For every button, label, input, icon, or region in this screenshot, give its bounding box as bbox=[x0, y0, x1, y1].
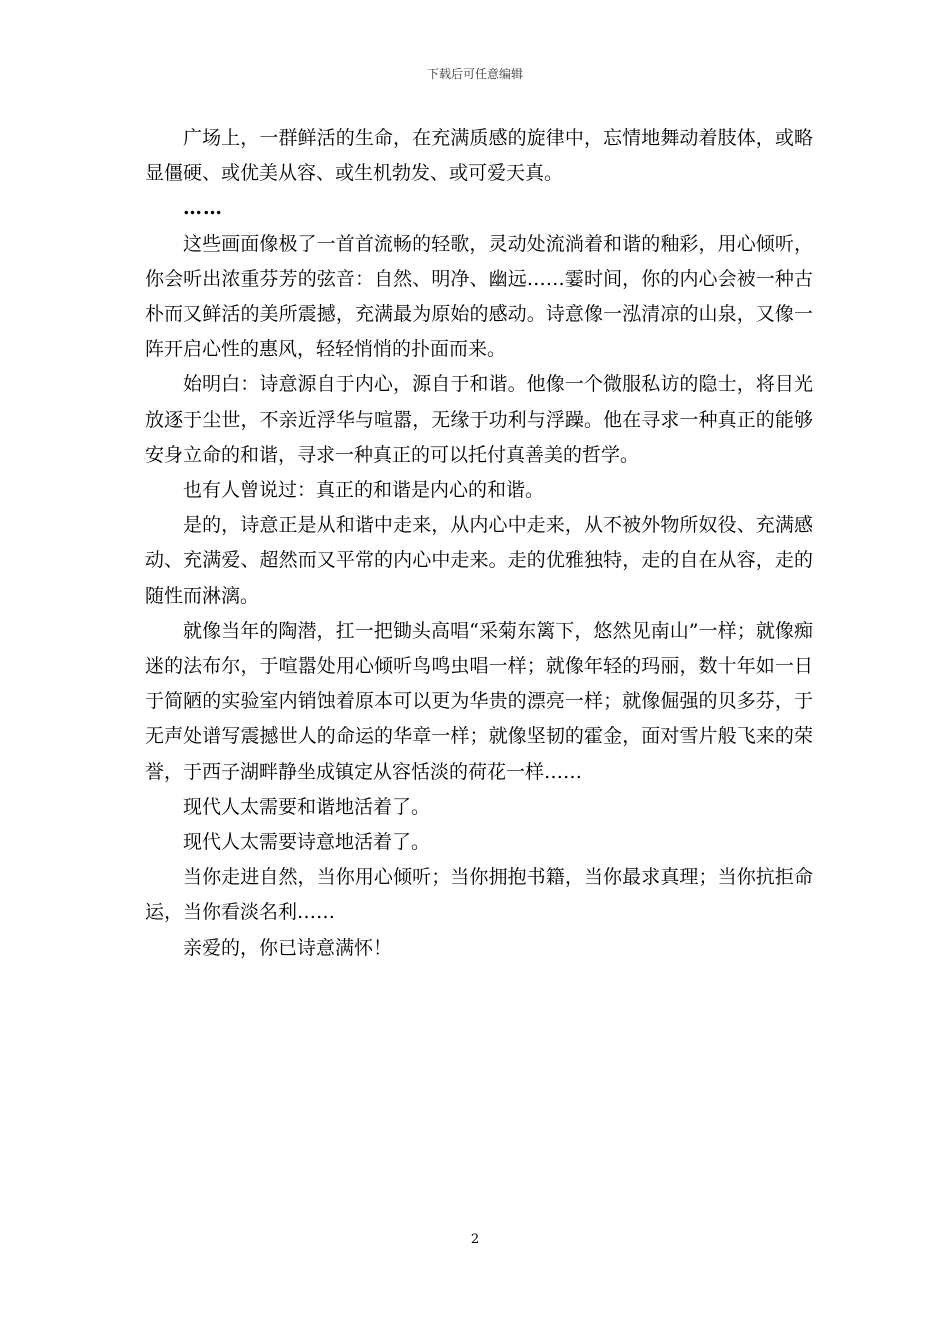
paragraph: 现代人太需要和谐地活着了。 bbox=[183, 795, 431, 818]
paragraph: 广场上，一群鲜活的生命，在充满质感的旋律中，忘情地舞动着肢体，或略显僵硬、或优美从容、或生机勃发、或可爱天真。 bbox=[145, 127, 813, 185]
paragraph: 现代人太需要诗意地活着了。 bbox=[183, 831, 431, 854]
paragraph: 就像当年的陶潜，扛一把锄头高唱“采菊东篱下，悠然见南山”一样；就像痴迷的法布尔，于喧嚣处用心倾听鸟鸣虫唱一样；就像年轻的玛丽，数十年如一日于简陋的实验室内销蚀着原本可以更为华贵的漂亮一样；就像倔强的贝多芬，于无声处谱写震撼世人的命运的华章一样；就像坚韧的霍金，面对雪片般飞来的荣誉，于西子湖畔静坐成镇定从容恬淡的荷花一样…… bbox=[145, 619, 813, 783]
document-body bbox=[145, 121, 813, 966]
paragraph: 是的，诗意正是从和谐中走来，从内心中走来，从不被外物所奴役、充满感动、充满爱、超然而又平常的内心中走来。走的优雅独特，走的自在从容，走的随性而淋漓。 bbox=[145, 514, 813, 607]
page-number: 2 bbox=[470, 1232, 480, 1247]
paragraph: 当你走进自然，当你用心倾听；当你拥抱书籍，当你最求真理；当你抗拒命运，当你看淡名利…… bbox=[145, 866, 813, 924]
paragraph: 始明白：诗意源自于内心，源自于和谐。他像一个微服私访的隐士，将目光放逐于尘世，不亲近浮华与喧嚣，无缘于功利与浮躁。他在寻求一种真正的能够安身立命的和谐，寻求一种真正的可以托付真善美的哲学。 bbox=[145, 373, 813, 466]
paragraph-ellipsis: …… bbox=[183, 197, 223, 220]
paragraph: 亲爱的，你已诗意满怀！ bbox=[183, 936, 393, 959]
page-header: 下载后可任意编辑 bbox=[426, 67, 523, 81]
paragraph: 这些画面像极了一首首流畅的轻歌，灵动处流淌着和谐的釉彩，用心倾听，你会听出浓重芬芳的弦音：自然、明净、幽远……霎时间，你的内心会被一种古朴而又鲜活的美所震撼，充满最为原始的感动。诗意像一泓清凉的山泉，又像一阵开启心性的惠风，轻轻悄悄的扑面而来。 bbox=[145, 232, 813, 361]
paragraph: 也有人曾说过：真正的和谐是内心的和谐。 bbox=[183, 479, 545, 502]
